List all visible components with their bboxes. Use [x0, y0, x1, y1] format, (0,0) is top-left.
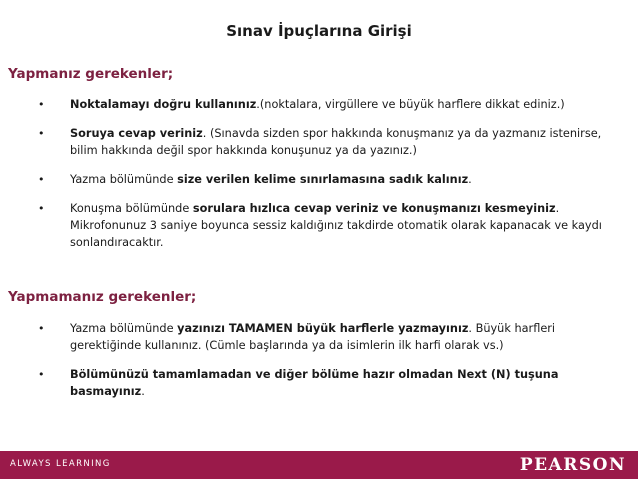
section-heading-dos: Yapmanız gerekenler; — [8, 66, 174, 82]
footer-tagline: ALWAYS LEARNING — [10, 459, 111, 469]
list-item — [34, 171, 614, 188]
item-text: Konuşma bölümünde — [70, 202, 193, 215]
bold-text: sorulara hızlıca cevap veriniz ve konuşmanızı kesmeyiniz — [192, 202, 556, 215]
item-text: . Mikrofonunuz 3 saniye boyunca sessiz kaldığınız takdirde otomatik olarak kapanacak ve kaydı sonlandıracaktır. — [70, 202, 602, 249]
item-text: . Büyük harfleri gerektiğinde kullanınız. (Cümle başlarında ya da isimlerin ilk harfi olarak vs.) — [70, 322, 556, 352]
pearson-logo: PEARSON — [519, 455, 626, 475]
item-text: . — [141, 385, 145, 398]
section-heading-donts: Yapmamanız gerekenler; — [8, 289, 197, 305]
item-text: Yazma bölümünde — [70, 322, 178, 335]
item-text: .(noktalara, virgüllere ve büyük harflere dikkat ediniz.) — [256, 98, 565, 111]
item-text: . — [468, 173, 472, 186]
item-text: . (Sınavda sizden spor hakkında konuşmanız ya da yazmanız istenirse, bilim hakkında değil spor hakkında konuşunuz ya da yazınız.) — [70, 127, 602, 157]
bold-text: yazınızı TAMAMEN büyük harflerle yazmayınız — [177, 322, 469, 335]
bold-text: size verilen kelime sınırlamasına sadık kalınız — [177, 173, 469, 186]
list-item — [34, 366, 614, 400]
bullet-list-dos — [34, 96, 614, 251]
list-item — [34, 320, 614, 354]
item-text: Yazma bölümünde — [70, 173, 178, 186]
list-item — [34, 200, 614, 251]
slide-title: Sınav İpuçlarına Girişi — [226, 22, 412, 40]
bullet-list-donts — [34, 320, 614, 400]
list-item — [34, 125, 614, 159]
bold-text: Soruya cevap veriniz — [70, 127, 203, 140]
bold-text: Bölümünüzü tamamlamadan ve diğer bölüme hazır olmadan Next (N) tuşuna basmayınız — [70, 368, 559, 398]
bold-text: Noktalamayı doğru kullanınız — [70, 98, 257, 111]
footer-bar — [0, 451, 638, 479]
list-item — [34, 96, 614, 113]
